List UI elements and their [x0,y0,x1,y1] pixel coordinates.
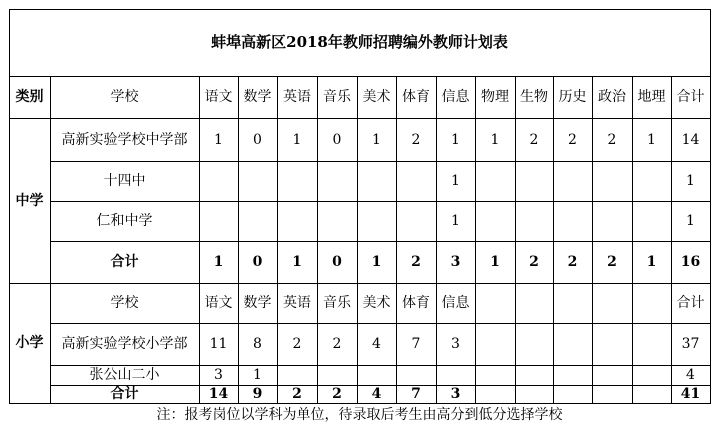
primary-sum-value [553,385,592,403]
middle-sum-label: 合计 [110,254,139,270]
row-value: 2 [529,131,539,148]
row-value [592,365,632,385]
header-subject: 英语 [283,89,311,105]
primary-sum-label: 合计 [110,386,139,402]
row-value [357,365,396,385]
row-value: 2 [411,131,421,148]
row-value: 7 [411,336,421,352]
row-value [553,323,592,365]
grid-line [9,118,711,119]
primary-sum-value: 2 [292,386,302,402]
row-value [357,201,396,241]
middle-sum-value: 2 [529,254,539,270]
row-value: 2 [292,336,302,352]
header-subject: 信息 [441,89,470,105]
row-value [475,161,515,201]
grid-line [553,76,554,404]
row-value [475,201,515,241]
row-total: 4 [686,367,695,383]
grid-line [592,76,593,404]
row-value [317,161,357,201]
row-value: 1 [451,213,460,229]
row-value [317,365,357,385]
row-value: 11 [209,336,228,352]
row-value: 4 [372,336,381,352]
row-value [515,201,553,241]
header-subject: 生物 [520,89,548,105]
primary-header-subject [592,283,632,323]
row-value: 1 [451,173,460,189]
primary-header-subject [632,283,671,323]
row-value [592,323,632,365]
header-school: 学校 [110,89,139,105]
table-title: 蚌埠高新区2018年教师招聘编外教师计划表 [211,33,508,51]
middle-sum-value: 3 [450,254,461,270]
row-value: 2 [332,336,342,352]
grid-line [9,283,711,284]
header-subject: 物理 [481,89,509,105]
primary-header-subject: 美术 [362,295,391,311]
primary-header-subject [553,283,592,323]
grid-line [475,76,476,404]
row-total: 1 [686,213,695,229]
grid-line [50,385,711,386]
row-value [396,201,436,241]
row-school-name: 十四中 [103,173,146,189]
row-school-name: 高新实验学校中学部 [61,131,188,148]
grid-line [199,76,200,404]
header-subject: 政治 [598,89,626,105]
row-value [515,161,553,201]
row-value: 8 [253,336,262,352]
row-value [475,323,515,365]
header-subject: 语文 [204,89,233,105]
row-total: 14 [681,131,700,148]
row-value: 1 [253,367,262,383]
grid-line [50,161,711,162]
row-value [632,201,671,241]
row-school-name: 仁和中学 [96,213,153,229]
middle-sum-value: 1 [646,254,657,270]
primary-sum-value: 2 [332,386,342,402]
grid-line [238,76,239,404]
row-value [592,201,632,241]
header-subject: 音乐 [323,89,351,105]
header-subject: 体育 [402,89,430,105]
grid-line [9,9,10,404]
grid-line [50,201,711,202]
row-value [357,161,396,201]
row-value [238,161,277,201]
grid-line [277,76,278,404]
row-value: 1 [647,131,656,148]
primary-sum-value [475,385,515,403]
row-value [277,365,317,385]
primary-sum-value [632,385,671,403]
header-subject: 美术 [362,89,391,105]
row-value: 1 [490,131,500,148]
grid-line [632,76,633,404]
primary-header-total: 合计 [676,295,705,311]
row-value [475,365,515,385]
row-value [592,161,632,201]
row-school-name: 高新实验学校小学部 [61,336,188,352]
row-value [553,161,592,201]
primary-sum-value: 9 [252,386,263,402]
row-value [199,201,238,241]
row-value: 2 [607,131,617,148]
middle-sum-value: 0 [332,254,342,270]
middle-sum-value: 1 [371,254,382,270]
footnote: 注：报考岗位以学科为单位，待录取后考生由高分到低分选择学校 [156,406,563,423]
row-value [553,201,592,241]
grid-line [9,9,711,10]
header-subject: 历史 [558,89,587,105]
row-value [632,161,671,201]
middle-sum-value: 1 [213,254,224,270]
header-total: 合计 [676,89,705,105]
middle-sum-value: 1 [292,254,302,270]
grid-line [436,76,437,404]
primary-header-subject [515,283,553,323]
row-value: 2 [568,131,577,148]
row-value: 0 [332,131,342,148]
primary-sum-value: 7 [411,386,421,402]
row-value: 3 [214,367,223,383]
primary-sum-total: 41 [680,386,701,402]
grid-line [9,76,711,77]
header-subject: 数学 [243,89,272,105]
primary-header-subject: 信息 [441,295,470,311]
primary-sum-value: 14 [208,386,229,402]
row-value [436,365,475,385]
middle-sum-total: 16 [680,254,701,270]
row-value [277,161,317,201]
row-value: 1 [451,131,460,148]
primary-header-subject: 语文 [204,295,233,311]
grid-line [671,76,672,404]
grid-line [710,9,711,404]
header-category: 类别 [15,89,44,105]
primary-header-subject: 体育 [402,295,430,311]
row-value [515,323,553,365]
grid-line [50,76,51,404]
row-value [396,161,436,201]
row-value: 1 [214,131,223,148]
row-value: 1 [372,131,381,148]
row-value: 1 [292,131,302,148]
primary-header-subject: 英语 [283,295,311,311]
middle-sum-value: 2 [411,254,421,270]
grid-line [515,76,516,404]
primary-sum-value [592,385,632,403]
row-total: 1 [686,173,695,189]
primary-header-subject: 音乐 [323,295,351,311]
category-primary-school: 小学 [15,335,44,351]
row-value: 0 [253,131,262,148]
header-subject: 地理 [637,89,666,105]
grid-line [50,323,711,324]
grid-line [50,365,711,366]
row-value: 3 [451,336,460,352]
row-value [632,323,671,365]
middle-sum-value: 2 [607,254,617,270]
grid-line [396,76,397,404]
row-value [317,201,357,241]
primary-sum-value [515,385,553,403]
row-value [277,201,317,241]
row-value [238,201,277,241]
row-value [515,365,553,385]
row-value [199,161,238,201]
middle-sum-value: 0 [252,254,263,270]
category-middle-school: 中学 [15,192,44,209]
row-total: 37 [681,336,700,352]
primary-header-subject: 数学 [243,295,272,311]
primary-sum-value: 4 [371,386,382,402]
row-value [553,365,592,385]
row-value [632,365,671,385]
grid-line [9,403,711,404]
row-school-name: 张公山二小 [89,367,160,383]
grid-line [357,76,358,404]
primary-header-school: 学校 [110,295,139,311]
grid-line [50,241,711,242]
middle-sum-value: 1 [490,254,500,270]
grid-line [317,76,318,404]
primary-header-subject [475,283,515,323]
primary-sum-value: 3 [450,386,461,402]
row-value [396,365,436,385]
middle-sum-value: 2 [567,254,578,270]
